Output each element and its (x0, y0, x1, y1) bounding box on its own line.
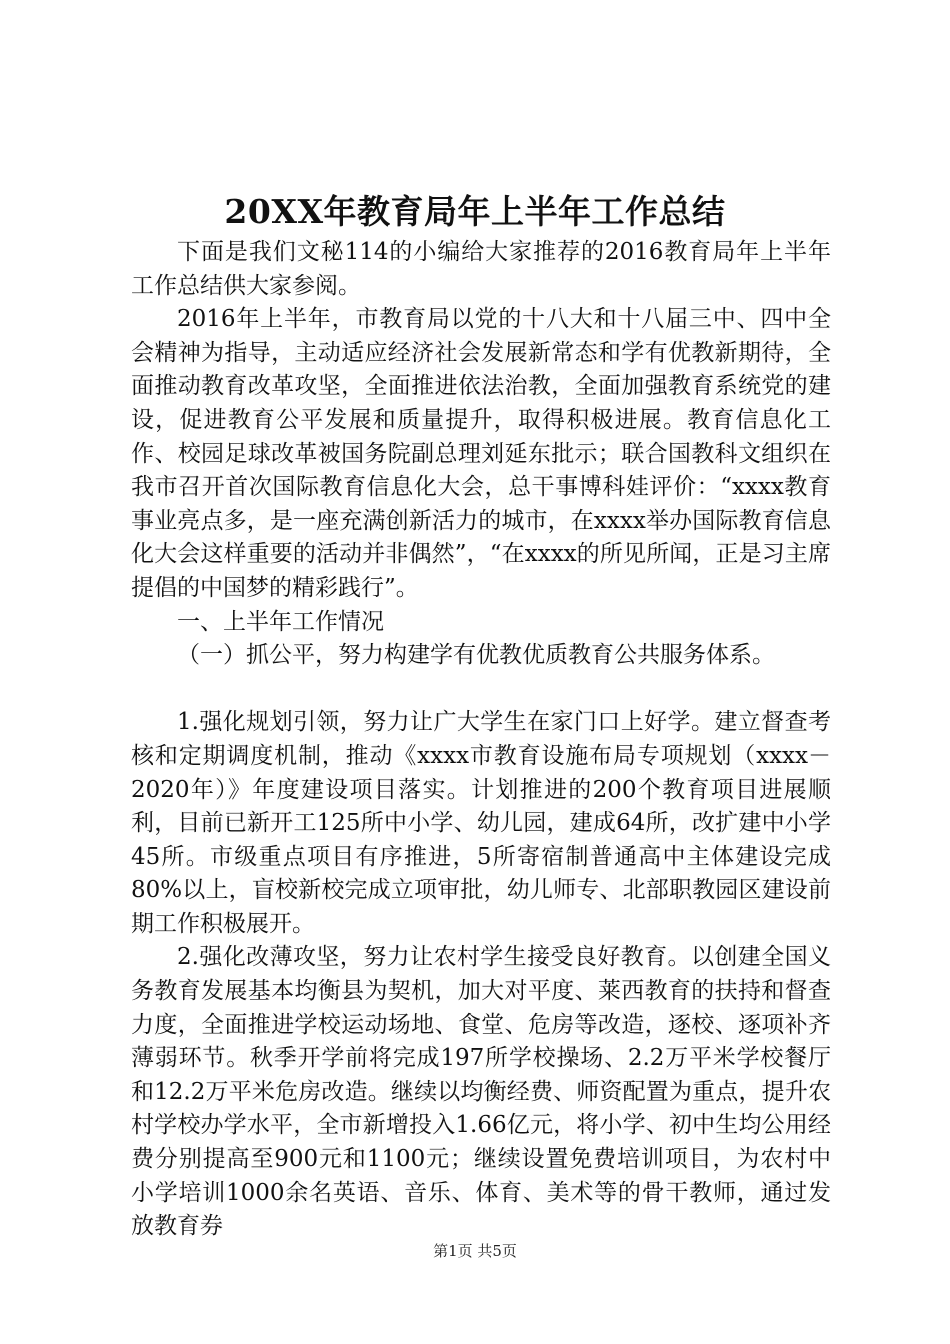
paragraph-item-2: 2.强化改薄攻坚，努力让农村学生接受良好教育。以创建全国义务教育发展基本均衡县为契机，加大对平度、莱西教育的扶持和督查力度，全面推进学校运动场地、食堂、危房等改造，逐校、逐项补齐薄弱环节。秋季开学前将完成197所学校操场、2.2万平米学校餐厅和12.2万平米危房改造。继续以均衡经费、师资配置为重点，提升农村学校办学水平，全市新增投入1.66亿元，将小学、初中生均公用经费分别提高至900元和1100元；继续设置免费培训项目，为农村中小学培训1000余名英语、音乐、体育、美术等的骨干教师，通过发放教育券 (131, 944, 831, 1240)
paragraph-item-1: 1.强化规划引领，努力让广大学生在家门口上好学。建立督查考核和定期调度机制，推动《xxxx市教育设施布局专项规划（xxxx－2020年）》年度建设项目落实。计划推进的200个教育项目进展顺利，目前已新开工125所中小学、幼儿园，建成64所，改扩建中小学45所。市级重点项目有序推进，5所寄宿制普通高中主体建设完成80%以上，盲校新校完成立项审批，幼儿师专、北部职教园区建设前期工作积极展开。 (131, 709, 831, 937)
section-heading: 一、上半年工作情况 (177, 608, 384, 635)
page-footer: 第1页 共5页 (433, 1242, 517, 1260)
paragraph-intro: 下面是我们文秘114的小编给大家推荐的2016教育局年上半年工作总结供大家参阅。 (131, 239, 831, 299)
subsection-heading: （一）抓公平，努力构建学有优教优质教育公共服务体系。 (177, 642, 775, 669)
document-body (131, 236, 831, 1244)
paragraph-overview: 2016年上半年，市教育局以党的十八大和十八届三中、四中全会精神为指导，主动适应经济社会发展新常态和学有优教新期待，全面推动教育改革攻坚，全面推进依法治教，全面加强教育系统党的建设，促进教育公平发展和质量提升，取得积极进展。教育信息化工作、校园足球改革被国务院副总理刘延东批示；联合国教科文组织在我市召开首次国际教育信息化大会，总干事博科娃评价：“xxxx教育事业亮点多，是一座充满创新活力的城市，在xxxx举办国际教育信息化大会这样重要的活动并非偶然”，“在xxxx的所见所闻，正是习主席提倡的中国梦的精彩践行”。 (131, 306, 831, 601)
page-title: 20XX年教育局年上半年工作总结 (224, 192, 726, 231)
